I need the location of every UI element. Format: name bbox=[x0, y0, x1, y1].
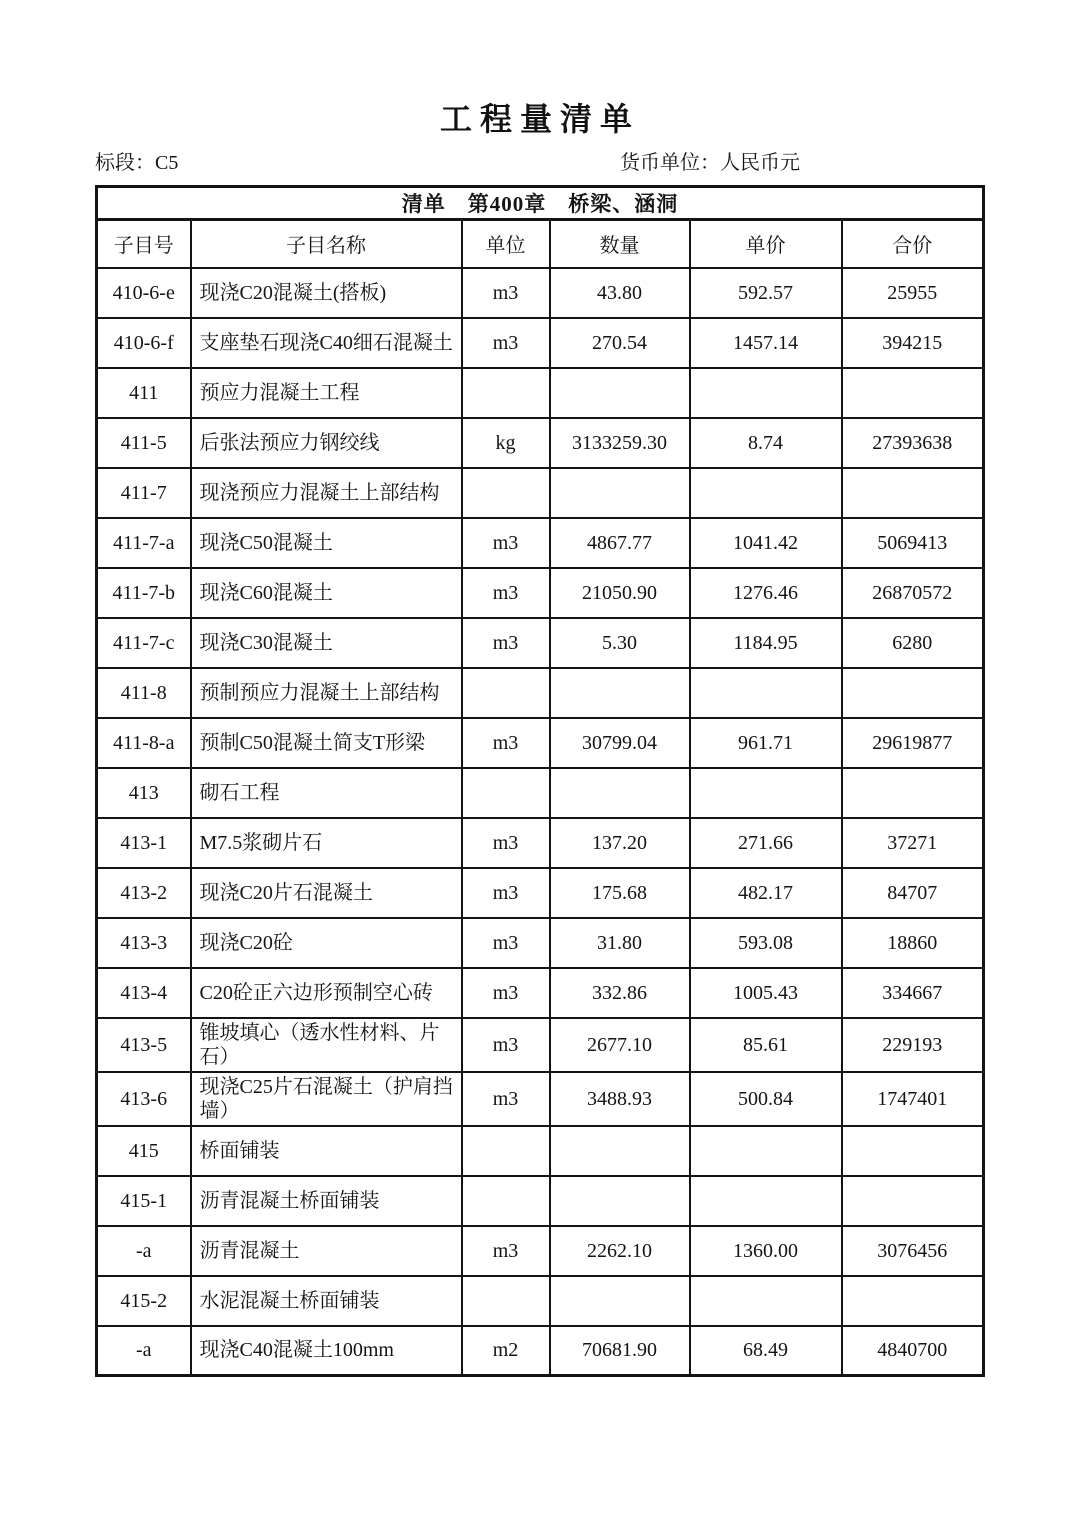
table-row bbox=[97, 668, 984, 718]
item-code-cell: 411-7-a bbox=[97, 518, 191, 568]
column-header-unit-price: 单价 bbox=[690, 220, 842, 268]
item-unit-cell bbox=[462, 768, 550, 818]
item-code-cell: 411-7-b bbox=[97, 568, 191, 618]
item-code-cell: 411-5 bbox=[97, 418, 191, 468]
item-unit-cell: m3 bbox=[462, 318, 550, 368]
item-code-cell: 413-4 bbox=[97, 968, 191, 1018]
table-banner-row bbox=[97, 187, 984, 220]
item-unit-price-cell bbox=[690, 1276, 842, 1326]
item-name-cell: 现浇C30混凝土 bbox=[191, 618, 462, 668]
item-total-price-cell bbox=[842, 668, 984, 718]
table-row bbox=[97, 1126, 984, 1176]
item-unit-cell: m3 bbox=[462, 1018, 550, 1072]
item-total-price-cell: 334667 bbox=[842, 968, 984, 1018]
table-row bbox=[97, 968, 984, 1018]
item-name-cell: 沥青混凝土 bbox=[191, 1226, 462, 1276]
item-quantity-cell: 270.54 bbox=[550, 318, 690, 368]
item-unit-cell bbox=[462, 668, 550, 718]
item-name-cell: 预制C50混凝土简支T形梁 bbox=[191, 718, 462, 768]
item-quantity-cell bbox=[550, 668, 690, 718]
item-name-cell: 砌石工程 bbox=[191, 768, 462, 818]
item-name-cell: 现浇C20片石混凝土 bbox=[191, 868, 462, 918]
item-total-price-cell: 26870572 bbox=[842, 568, 984, 618]
item-name-cell: 锥坡填心（透水性材料、片石） bbox=[191, 1018, 462, 1072]
table-row bbox=[97, 368, 984, 418]
item-code-cell: 413-1 bbox=[97, 818, 191, 868]
item-code-cell: 415-1 bbox=[97, 1176, 191, 1226]
item-unit-cell: kg bbox=[462, 418, 550, 468]
table-row bbox=[97, 1072, 984, 1126]
table-row bbox=[97, 868, 984, 918]
item-unit-price-cell bbox=[690, 468, 842, 518]
item-name-cell: 水泥混凝土桥面铺装 bbox=[191, 1276, 462, 1326]
item-quantity-cell: 332.86 bbox=[550, 968, 690, 1018]
item-unit-cell: m3 bbox=[462, 968, 550, 1018]
item-quantity-cell: 2262.10 bbox=[550, 1226, 690, 1276]
item-name-cell: 现浇C40混凝土100mm bbox=[191, 1326, 462, 1376]
item-unit-price-cell bbox=[690, 1176, 842, 1226]
item-quantity-cell: 137.20 bbox=[550, 818, 690, 868]
item-unit-cell: m3 bbox=[462, 268, 550, 318]
item-code-cell: -a bbox=[97, 1326, 191, 1376]
item-quantity-cell: 4867.77 bbox=[550, 518, 690, 568]
item-unit-cell: m3 bbox=[462, 1226, 550, 1276]
item-unit-cell: m3 bbox=[462, 818, 550, 868]
item-quantity-cell bbox=[550, 1126, 690, 1176]
item-unit-cell: m3 bbox=[462, 568, 550, 618]
table-banner: 清单 第400章 桥梁、涵洞 bbox=[97, 187, 984, 220]
item-unit-price-cell: 482.17 bbox=[690, 868, 842, 918]
item-unit-price-cell: 593.08 bbox=[690, 918, 842, 968]
item-quantity-cell: 2677.10 bbox=[550, 1018, 690, 1072]
table-row bbox=[97, 568, 984, 618]
item-quantity-cell: 30799.04 bbox=[550, 718, 690, 768]
item-total-price-cell: 27393638 bbox=[842, 418, 984, 468]
item-unit-price-cell: 271.66 bbox=[690, 818, 842, 868]
item-total-price-cell: 1747401 bbox=[842, 1072, 984, 1126]
item-name-cell: 现浇预应力混凝土上部结构 bbox=[191, 468, 462, 518]
item-code-cell: 410-6-f bbox=[97, 318, 191, 368]
item-code-cell: 410-6-e bbox=[97, 268, 191, 318]
table-row bbox=[97, 318, 984, 368]
table-row bbox=[97, 518, 984, 568]
item-unit-cell bbox=[462, 368, 550, 418]
item-total-price-cell: 18860 bbox=[842, 918, 984, 968]
item-unit-cell bbox=[462, 1276, 550, 1326]
item-code-cell: 413-2 bbox=[97, 868, 191, 918]
item-unit-cell bbox=[462, 1126, 550, 1176]
item-unit-price-cell: 85.61 bbox=[690, 1018, 842, 1072]
table-row bbox=[97, 1326, 984, 1376]
item-total-price-cell bbox=[842, 1126, 984, 1176]
item-total-price-cell: 84707 bbox=[842, 868, 984, 918]
item-unit-price-cell: 592.57 bbox=[690, 268, 842, 318]
item-name-cell: 沥青混凝土桥面铺装 bbox=[191, 1176, 462, 1226]
item-name-cell: M7.5浆砌片石 bbox=[191, 818, 462, 868]
item-unit-price-cell: 1005.43 bbox=[690, 968, 842, 1018]
item-unit-price-cell bbox=[690, 768, 842, 818]
item-name-cell: 现浇C20砼 bbox=[191, 918, 462, 968]
item-total-price-cell bbox=[842, 468, 984, 518]
item-code-cell: 411-8-a bbox=[97, 718, 191, 768]
table-row bbox=[97, 1018, 984, 1072]
item-total-price-cell: 25955 bbox=[842, 268, 984, 318]
table-row bbox=[97, 418, 984, 468]
item-name-cell: C20砼正六边形预制空心砖 bbox=[191, 968, 462, 1018]
item-total-price-cell: 5069413 bbox=[842, 518, 984, 568]
item-unit-cell: m3 bbox=[462, 518, 550, 568]
item-code-cell: 413-3 bbox=[97, 918, 191, 968]
table-header-row bbox=[97, 220, 984, 268]
item-total-price-cell: 3076456 bbox=[842, 1226, 984, 1276]
column-header-code: 子目号 bbox=[97, 220, 191, 268]
item-unit-price-cell: 1184.95 bbox=[690, 618, 842, 668]
item-unit-price-cell bbox=[690, 668, 842, 718]
item-unit-cell bbox=[462, 1176, 550, 1226]
item-total-price-cell: 37271 bbox=[842, 818, 984, 868]
item-code-cell: 411 bbox=[97, 368, 191, 418]
item-code-cell: 411-7 bbox=[97, 468, 191, 518]
meta-row bbox=[95, 146, 982, 172]
item-code-cell: 413-5 bbox=[97, 1018, 191, 1072]
item-code-cell: 413 bbox=[97, 768, 191, 818]
item-unit-price-cell: 1360.00 bbox=[690, 1226, 842, 1276]
item-name-cell: 桥面铺装 bbox=[191, 1126, 462, 1176]
item-total-price-cell bbox=[842, 1276, 984, 1326]
item-code-cell: 413-6 bbox=[97, 1072, 191, 1126]
bill-of-quantities-table bbox=[95, 185, 985, 1377]
item-total-price-cell bbox=[842, 768, 984, 818]
item-code-cell: 415-2 bbox=[97, 1276, 191, 1326]
column-header-total-price: 合价 bbox=[842, 220, 984, 268]
item-quantity-cell: 175.68 bbox=[550, 868, 690, 918]
item-quantity-cell: 3133259.30 bbox=[550, 418, 690, 468]
item-name-cell: 预制预应力混凝土上部结构 bbox=[191, 668, 462, 718]
item-unit-price-cell: 1041.42 bbox=[690, 518, 842, 568]
table-row bbox=[97, 718, 984, 768]
item-total-price-cell bbox=[842, 1176, 984, 1226]
item-quantity-cell bbox=[550, 1276, 690, 1326]
item-total-price-cell: 6280 bbox=[842, 618, 984, 668]
item-unit-price-cell: 68.49 bbox=[690, 1326, 842, 1376]
section-label: 标段：C5 bbox=[95, 152, 179, 174]
item-code-cell: -a bbox=[97, 1226, 191, 1276]
item-unit-price-cell bbox=[690, 1126, 842, 1176]
item-name-cell: 现浇C20混凝土(搭板) bbox=[191, 268, 462, 318]
item-quantity-cell: 70681.90 bbox=[550, 1326, 690, 1376]
item-unit-cell bbox=[462, 468, 550, 518]
item-quantity-cell: 31.80 bbox=[550, 918, 690, 968]
item-total-price-cell: 394215 bbox=[842, 318, 984, 368]
table-body bbox=[97, 268, 984, 1376]
item-unit-cell: m3 bbox=[462, 868, 550, 918]
table-row bbox=[97, 1176, 984, 1226]
table-row bbox=[97, 918, 984, 968]
item-name-cell: 预应力混凝土工程 bbox=[191, 368, 462, 418]
item-unit-cell: m2 bbox=[462, 1326, 550, 1376]
item-unit-cell: m3 bbox=[462, 618, 550, 668]
column-header-quantity: 数量 bbox=[550, 220, 690, 268]
item-quantity-cell bbox=[550, 468, 690, 518]
item-unit-price-cell: 961.71 bbox=[690, 718, 842, 768]
column-header-name: 子目名称 bbox=[191, 220, 462, 268]
item-name-cell: 现浇C60混凝土 bbox=[191, 568, 462, 618]
item-quantity-cell: 3488.93 bbox=[550, 1072, 690, 1126]
item-unit-price-cell bbox=[690, 368, 842, 418]
item-code-cell: 411-7-c bbox=[97, 618, 191, 668]
item-code-cell: 411-8 bbox=[97, 668, 191, 718]
item-total-price-cell: 229193 bbox=[842, 1018, 984, 1072]
table-row bbox=[97, 468, 984, 518]
item-quantity-cell: 5.30 bbox=[550, 618, 690, 668]
item-quantity-cell bbox=[550, 1176, 690, 1226]
item-unit-price-cell: 1276.46 bbox=[690, 568, 842, 618]
item-name-cell: 后张法预应力钢绞线 bbox=[191, 418, 462, 468]
item-total-price-cell: 29619877 bbox=[842, 718, 984, 768]
item-unit-price-cell: 1457.14 bbox=[690, 318, 842, 368]
item-total-price-cell bbox=[842, 368, 984, 418]
item-quantity-cell: 21050.90 bbox=[550, 568, 690, 618]
table-row bbox=[97, 1276, 984, 1326]
table-row bbox=[97, 618, 984, 668]
document-title: 工程量清单 bbox=[439, 101, 640, 137]
item-quantity-cell: 43.80 bbox=[550, 268, 690, 318]
item-code-cell: 415 bbox=[97, 1126, 191, 1176]
currency-unit-label: 货币单位：人民币元 bbox=[620, 152, 800, 174]
item-name-cell: 现浇C25片石混凝土（护肩挡墙） bbox=[191, 1072, 462, 1126]
item-unit-price-cell: 8.74 bbox=[690, 418, 842, 468]
table-row bbox=[97, 1226, 984, 1276]
item-quantity-cell bbox=[550, 368, 690, 418]
item-total-price-cell: 4840700 bbox=[842, 1326, 984, 1376]
item-unit-cell: m3 bbox=[462, 918, 550, 968]
item-unit-price-cell: 500.84 bbox=[690, 1072, 842, 1126]
table-row bbox=[97, 268, 984, 318]
item-unit-cell: m3 bbox=[462, 1072, 550, 1126]
column-header-unit: 单位 bbox=[462, 220, 550, 268]
item-unit-cell: m3 bbox=[462, 718, 550, 768]
item-quantity-cell bbox=[550, 768, 690, 818]
table-row bbox=[97, 818, 984, 868]
item-name-cell: 现浇C50混凝土 bbox=[191, 518, 462, 568]
table-row bbox=[97, 768, 984, 818]
item-name-cell: 支座垫石现浇C40细石混凝土 bbox=[191, 318, 462, 368]
